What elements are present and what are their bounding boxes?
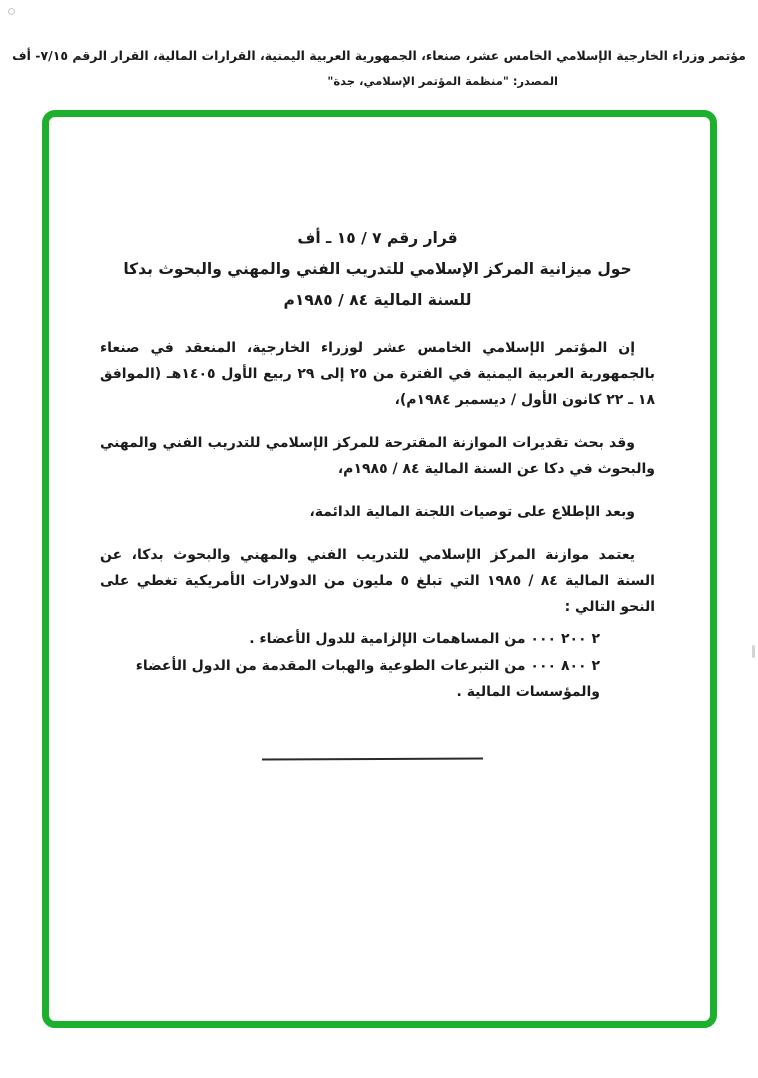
committee-recommendations-paragraph: وبعد الإطلاع على توصيات اللجنة المالية الدائمة، (309, 504, 635, 520)
conference-reference-line: مؤتمر وزراء الخارجية الإسلامي الخامس عشر، صنعاء، الجمهورية العربية اليمنية، القرارات المالية، القرار الرقم ٧/١٥- أف (12, 48, 746, 63)
obligatory-contributions-amount: ٢ ٢٠٠ ٠٠٠ (530, 631, 600, 647)
obligatory-contributions-text: من المساهمات الإلزامية للدول الأعضاء . (249, 631, 526, 647)
preamble-paragraph: إن المؤتمر الإسلامي الخامس عشر لوزراء الخارجية، المنعقد في صنعاء بالجمهورية العربية اليمنية في الفترة من ٢٥ إلى ٢٩ ربيع الأول ١٤٠٥هـ (الموافق ١٨ ـ ٢٢ كانون الأول / ديسمبر ١٩٨٤م)، (100, 340, 655, 408)
budget-review-paragraph: وقد بحث تقديرات الموازنة المقترحة للمركز الإسلامي للتدريب الفني والمهني والبحوث في دكا عن السنة المالية ٨٤ / ١٩٨٥م، (100, 435, 655, 477)
source-attribution-line: المصدر: "منظمة المؤتمر الإسلامي، جدة" (327, 74, 558, 88)
green-border-frame (42, 110, 717, 1028)
scan-artifact-right-edge (752, 645, 755, 658)
resolution-text (100, 335, 655, 705)
resolution-subject-line: حول ميزانية المركز الإسلامي للتدريب الفني والمهني والبحوث بدكا (123, 260, 632, 278)
fiscal-year-line: للسنة المالية ٨٤ / ١٩٨٥م (283, 291, 472, 309)
voluntary-donations-amount: ٢ ٨٠٠ ٠٠٠ (530, 658, 600, 674)
scan-artifact-top-left (8, 8, 15, 15)
document-body (49, 223, 710, 760)
archive-header (0, 46, 758, 91)
voluntary-donations-text: من التبرعات الطوعية والهبات المقدمة من الدول الأعضاء والمؤسسات المالية . (135, 658, 600, 700)
budget-item-voluntary (100, 653, 655, 705)
resolution-title-block (100, 223, 655, 316)
signature-divider-line (262, 758, 483, 761)
resolution-number-line: قرار رقم ٧ / ١٥ ـ أف (297, 229, 458, 247)
budget-approval-paragraph: يعتمد موازنة المركز الإسلامي للتدريب الفني والمهني والبحوث بدكا، عن السنة المالية ٨٤ / ١٩٨٥ التي تبلغ ٥ مليون من الدولارات الأمريكية تغطي على النحو التالي : (100, 547, 655, 615)
budget-item-obligatory (100, 626, 655, 652)
spacer (100, 316, 655, 335)
